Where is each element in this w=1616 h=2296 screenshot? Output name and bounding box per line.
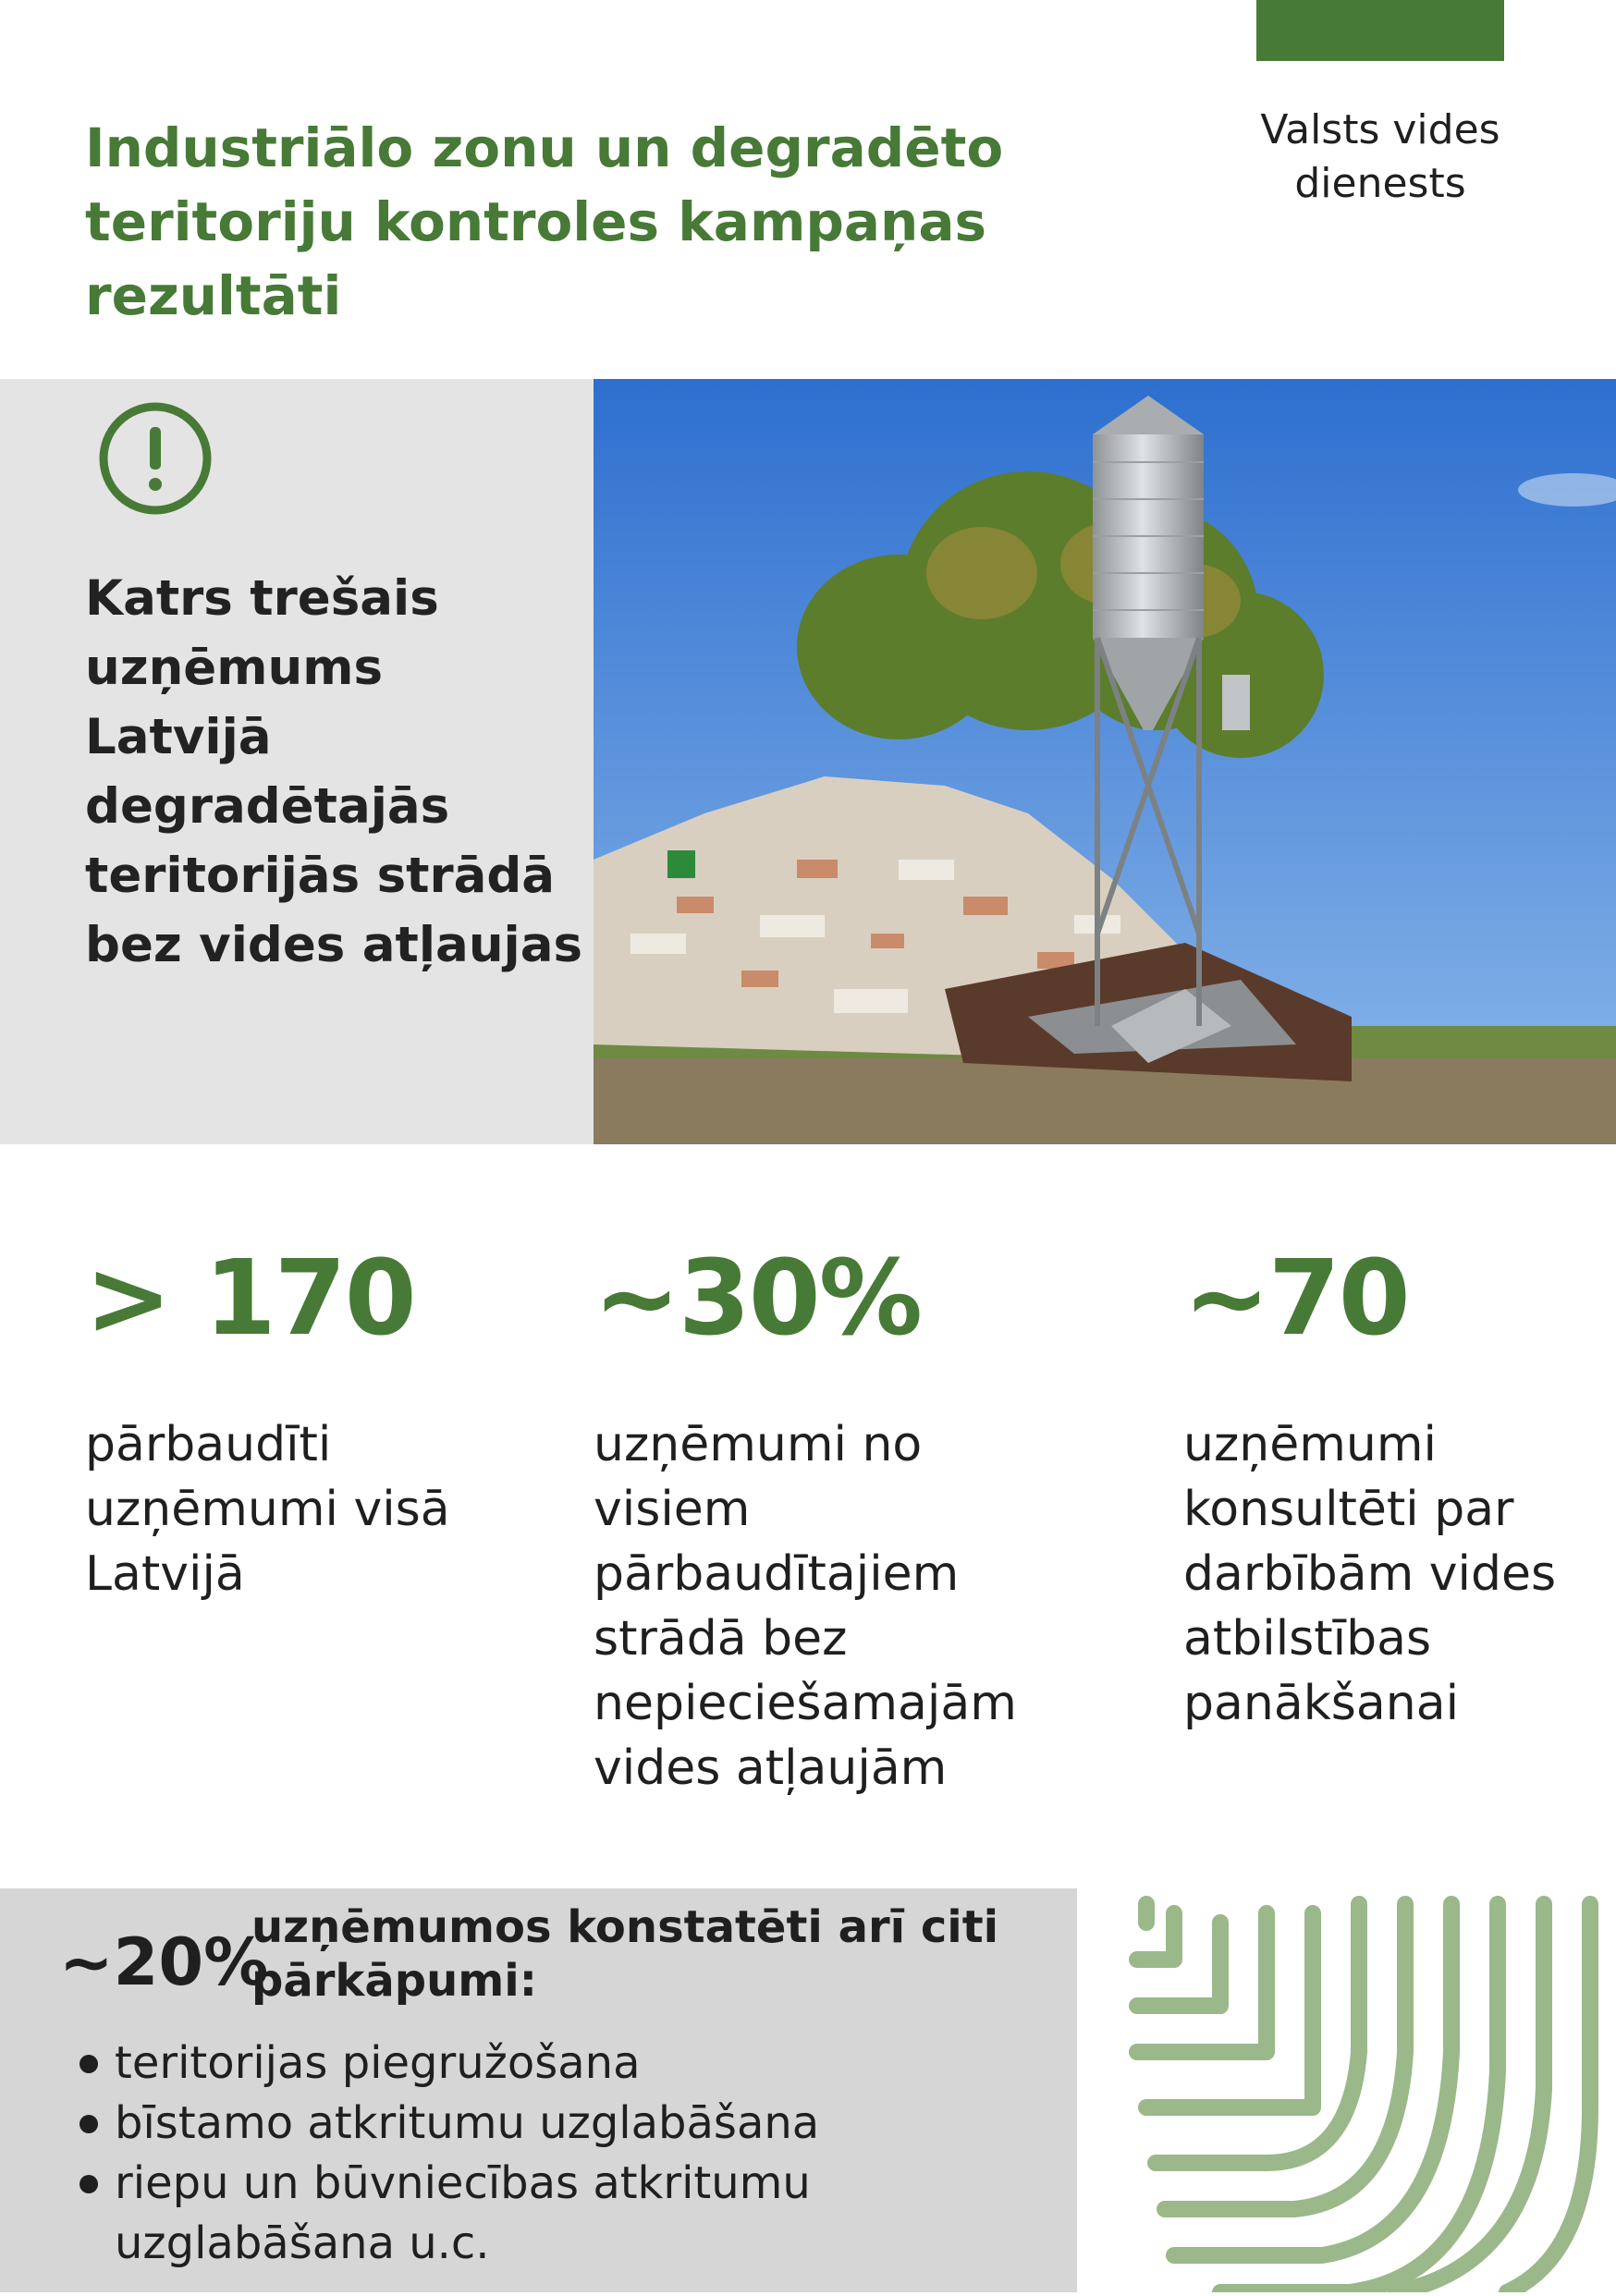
list-item-text: teritorijas piegružošana bbox=[115, 2037, 641, 2089]
violations-list bbox=[80, 2033, 1059, 2274]
list-item bbox=[80, 2094, 1059, 2154]
list-item-text: riepu un būvniecības atkritumu uzglabāšana u.c. bbox=[115, 2157, 811, 2269]
organization-name: Valsts vides dienests bbox=[1260, 106, 1500, 207]
alert-circle-icon bbox=[96, 399, 214, 518]
bullet-icon bbox=[80, 2115, 98, 2133]
bullet-icon bbox=[80, 2175, 98, 2193]
violations-percent: ~20% bbox=[59, 1924, 269, 2000]
hero-statement: Katrs trešais uzņēmums Latvijā degradētajās teritorijās strādā bez vides atļaujas bbox=[85, 570, 583, 973]
decorative-line-pattern bbox=[1119, 1886, 1616, 2292]
stat-description: pārbaudīti uzņēmumi visā Latvijā bbox=[85, 1417, 450, 1602]
stat-value: > 170 bbox=[85, 1239, 415, 1359]
industrial-rubble-and-silo-photo bbox=[594, 379, 1616, 1144]
list-item bbox=[80, 2154, 1059, 2274]
list-item bbox=[80, 2033, 1059, 2094]
stat-description: uzņēmumi konsultēti par darbībām vides atbilstības panākšanai bbox=[1183, 1417, 1557, 1731]
logo-bar bbox=[1256, 0, 1504, 61]
page-title: Industriālo zonu un degradēto teritoriju kontroles kampaņas rezultāti bbox=[85, 116, 1004, 327]
list-item-text: bīstamo atkritumu uzglabāšana bbox=[115, 2097, 820, 2149]
stat-value: ~30% bbox=[594, 1239, 921, 1359]
violations-heading: uzņēmumos konstatēti arī citi pārkāpumi: bbox=[251, 1901, 999, 2007]
stat-description: uzņēmumi no visiem pārbaudītajiem strādā bez nepieciešamajām vides atļaujām bbox=[594, 1417, 1017, 1796]
stat-value: ~70 bbox=[1183, 1239, 1409, 1359]
bullet-icon bbox=[80, 2055, 98, 2073]
